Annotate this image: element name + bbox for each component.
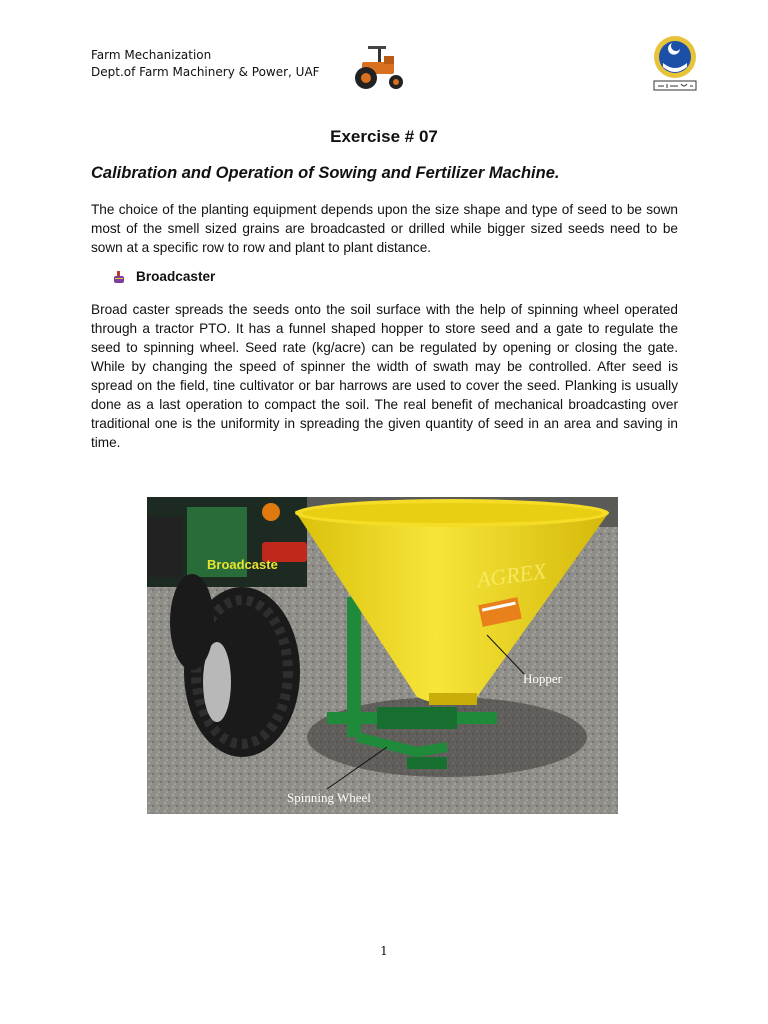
broadcaster-paragraph [91, 300, 678, 452]
intro-line: The choice of the planting equipment depends upon the size shape and type of seed to be sown [91, 202, 678, 217]
header-line-1: Farm Mechanization [91, 48, 212, 62]
body-line: through a tractor PTO. It has a funnel shaped hopper to store seed and a gate to regulate the [91, 321, 678, 336]
body-line: seed to spinning wheel. Seed rate (kg/acre) can be regulated by opening or closing the gate. [91, 340, 678, 355]
intro-line: sown at a specific row to row and plant to plant distance. [91, 240, 432, 255]
intro-line: most of the smell sized grains are broadcasted or drilled while bigger sized seeds need to be [91, 221, 678, 236]
body-line: spread on the field, tine cultivator or bar harrows are used to cover the seed. Planking is usually [91, 378, 678, 393]
university-seal-icon [650, 33, 700, 93]
header-line-2: Dept.of Farm Machinery & Power, UAF [91, 65, 320, 79]
body-line: done as a last operation to compact the soil. The real benefit of mechanical broadcasting over [91, 397, 678, 412]
body-line: traditional one is the uniformity in spreading the given quantity of seed in an area and saving in [91, 416, 678, 431]
body-line: While by changing the speed of spinner the width of swath may be controlled. After seed is [91, 359, 678, 374]
intro-paragraph [91, 200, 678, 257]
body-line: Broad caster spreads the seeds onto the soil surface with the help of spinning wheel operated [91, 302, 678, 317]
page-number: 1 [380, 944, 388, 958]
exercise-title: Exercise # 07 [330, 127, 438, 146]
running-header [91, 47, 320, 81]
hand-pointer-icon [113, 271, 125, 283]
tractor-icon [348, 44, 410, 92]
broadcaster-photo [147, 497, 618, 814]
hopper-brand-text: AGREX [475, 558, 548, 593]
label-spinning-wheel: Spinning Wheel [287, 790, 371, 805]
section-heading-broadcaster: Broadcaster [136, 269, 216, 284]
label-broadcaster: Broadcaste [207, 557, 278, 572]
exercise-subtitle: Calibration and Operation of Sowing and Fertilizer Machine. [91, 164, 560, 182]
body-line: time. [91, 435, 121, 450]
label-hopper: Hopper [523, 671, 562, 686]
